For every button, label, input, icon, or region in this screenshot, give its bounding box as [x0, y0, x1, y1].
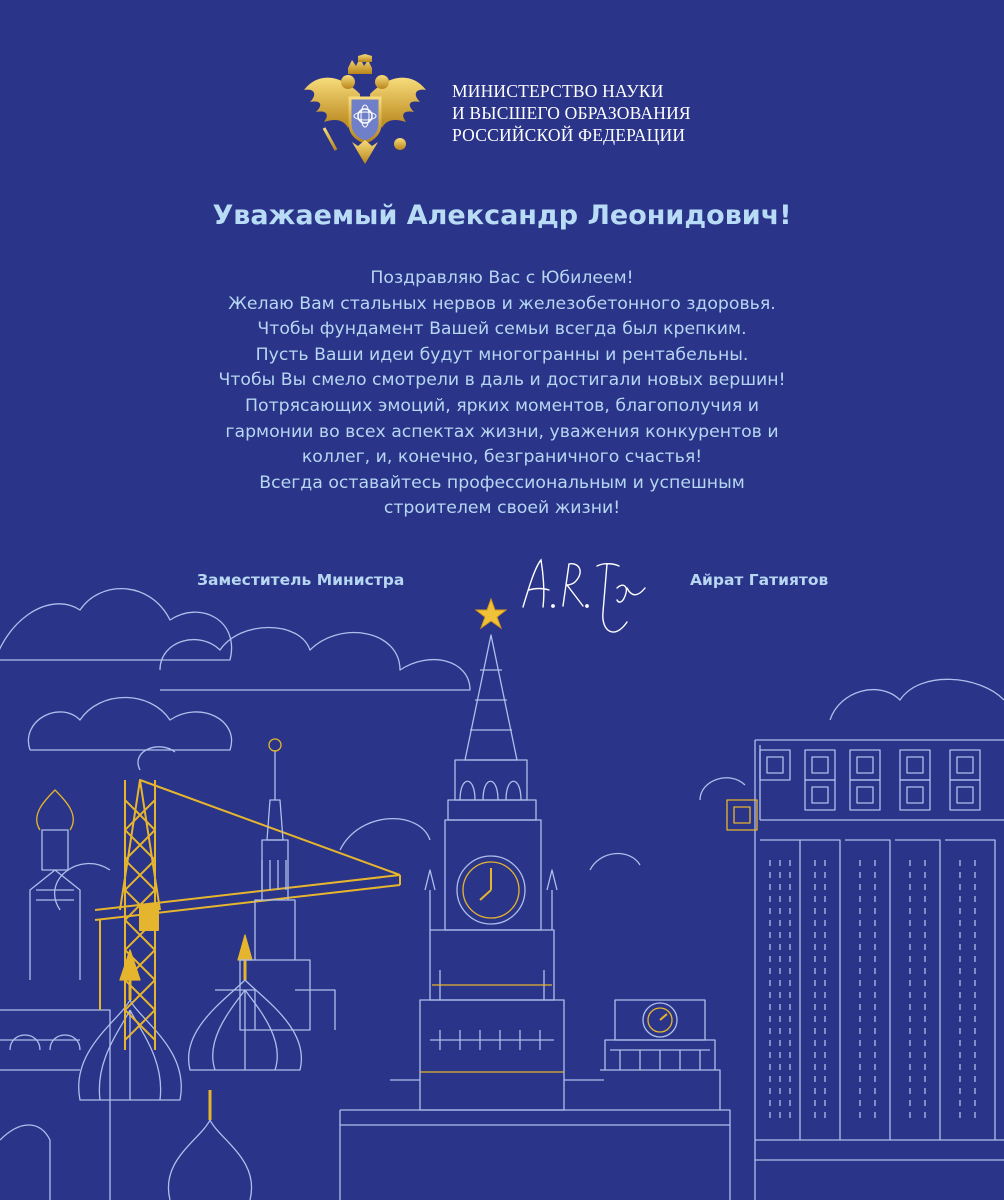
double-headed-eagle-emblem-icon	[300, 54, 430, 176]
message-line: Потрясающих эмоций, ярких моментов, благополучия и	[245, 395, 759, 416]
kremlin-star-icon	[475, 598, 507, 630]
signatory-name: Айрат Гатиятов	[690, 571, 829, 589]
message-line: гармонии во всех аспектах жизни, уважения конкурентов и	[225, 421, 779, 442]
signatory-position: Заместитель Министра	[197, 571, 405, 589]
ministry-name-line: РОССИЙСКОЙ ФЕДЕРАЦИИ	[452, 125, 686, 145]
ministry-name	[452, 80, 691, 146]
ministry-name-line: МИНИСТЕРСТВО НАУКИ	[452, 81, 664, 101]
message-line: Чтобы фундамент Вашей семьи всегда был крепким.	[257, 319, 747, 340]
message-line: Поздравляю Вас с Юбилеем!	[370, 268, 634, 288]
congratulation-message	[100, 266, 904, 522]
message-line: коллег, и, конечно, безграничного счастья!	[301, 447, 703, 468]
message-line: Желаю Вам стальных нервов и железобетонного здоровья.	[228, 293, 776, 314]
message-line: Пусть Ваши идеи будут многогранны и рентабельны.	[255, 344, 749, 365]
moscow-skyline-illustration	[0, 580, 1004, 1200]
greeting-heading: Уважаемый Александр Леонидович!	[212, 200, 792, 231]
message-line: Всегда оставайтесь профессиональным и успешным	[259, 472, 745, 493]
ministry-name-line: И ВЫСШЕГО ОБРАЗОВАНИЯ	[452, 103, 691, 123]
handwritten-signature	[515, 552, 655, 647]
message-line: строителем своей жизни!	[383, 498, 621, 519]
message-line: Чтобы Вы смело смотрели в даль и достигали новых вершин!	[218, 370, 786, 391]
